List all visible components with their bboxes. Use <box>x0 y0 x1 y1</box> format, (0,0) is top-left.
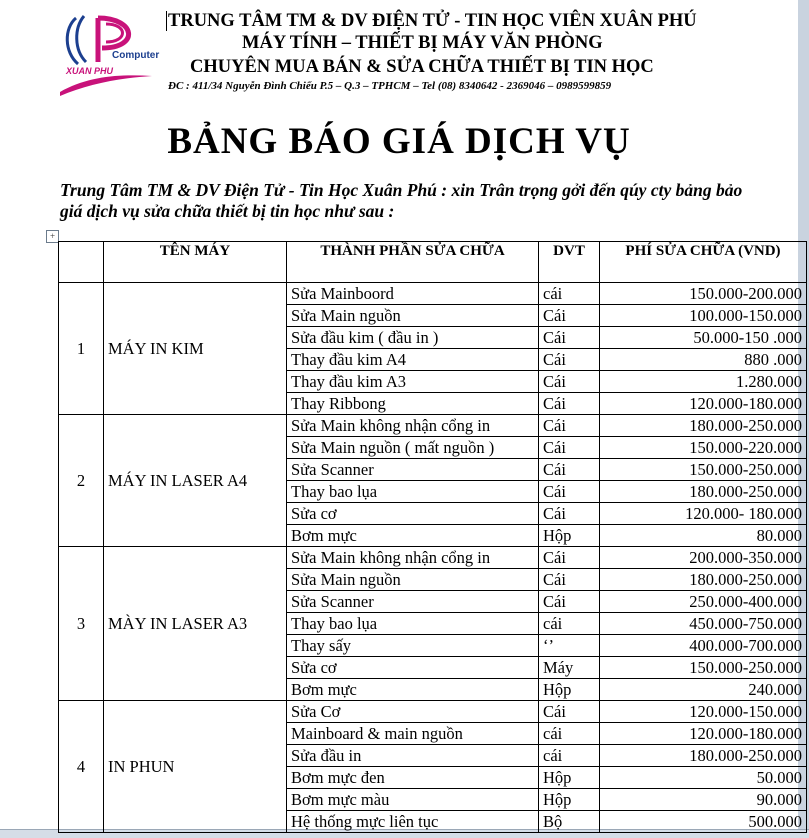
unit: Cái <box>539 415 600 437</box>
price: 80.000 <box>600 525 807 547</box>
table-row <box>59 415 807 437</box>
unit: Cái <box>539 569 600 591</box>
price: 180.000-250.000 <box>600 745 807 767</box>
header-address: ĐC : 411/34 Nguyễn Đình Chiểu P.5 – Q.3 – TPHCM – Tel (08) 8340642 - 2369046 – 0989599859 <box>168 80 612 92</box>
unit: Cái <box>539 371 600 393</box>
price: 180.000-250.000 <box>600 415 807 437</box>
repair-part: Thay bao lụa <box>287 481 539 503</box>
unit: Cái <box>539 305 600 327</box>
unit: Cái <box>539 481 600 503</box>
price: 880 .000 <box>600 349 807 371</box>
header-repair-part: THÀNH PHẦN SỬA CHỮA <box>287 242 539 283</box>
repair-part: Sửa Main nguồn <box>287 305 539 327</box>
unit: ‘’ <box>539 635 600 657</box>
price: 150.000-250.000 <box>600 459 807 481</box>
repair-part: Thay Ribbong <box>287 393 539 415</box>
header-line-3: CHUYÊN MUA BÁN & SỬA CHỮA THIẾT BỊ TIN HỌC <box>190 57 654 77</box>
repair-part: Thay đầu kim A3 <box>287 371 539 393</box>
table-move-handle[interactable]: + <box>46 230 59 243</box>
repair-part: Hệ thống mực liên tục <box>287 811 539 833</box>
unit: cái <box>539 745 600 767</box>
unit: Hộp <box>539 767 600 789</box>
repair-part: Sửa Scanner <box>287 591 539 613</box>
repair-part: Sửa Mainboord <box>287 283 539 305</box>
header-stt <box>59 242 104 283</box>
price: 150.000-200.000 <box>600 283 807 305</box>
svg-text:XUAN PHU: XUAN PHU <box>66 66 114 76</box>
repair-part: Sửa Scanner <box>287 459 539 481</box>
unit: Cái <box>539 393 600 415</box>
repair-part: Sửa cơ <box>287 657 539 679</box>
unit: Cái <box>539 701 600 723</box>
unit: Hộp <box>539 679 600 701</box>
price-table <box>58 241 807 833</box>
table-row <box>59 701 807 723</box>
device-name: MÁY IN LASER A4 <box>104 415 287 547</box>
price: 240.000 <box>600 679 807 701</box>
repair-part: Sửa Main nguồn ( mất nguồn ) <box>287 437 539 459</box>
repair-part: Thay sấy <box>287 635 539 657</box>
header-device-name: TÊN MÁY <box>104 242 287 283</box>
header-price: PHÍ SỬA CHỮA (VND) <box>600 242 807 283</box>
group-number: 2 <box>59 415 104 547</box>
repair-part: Mainboard & main nguồn <box>287 723 539 745</box>
header-line-1: TRUNG TÂM TM & DV ĐIỆN TỬ - TIN HỌC VIÊN XUÂN PHÚ <box>168 11 697 31</box>
repair-part: Sửa Main không nhận cổng in <box>287 547 539 569</box>
repair-part: Sửa đầu kim ( đầu in ) <box>287 327 539 349</box>
repair-part: Sửa Main không nhận cổng in <box>287 415 539 437</box>
intro-text: Trung Tâm TM & DV Điện Tử - Tin Học Xuân Phú : xin Trân trọng gởi đến qúy cty bảng bảo giá dịch vụ sửa chữa thiết bị tin học như sau : <box>60 180 743 221</box>
svg-text:Computer: Computer <box>112 50 160 61</box>
price: 90.000 <box>600 789 807 811</box>
repair-part: Bơm mực <box>287 525 539 547</box>
price: 120.000-180.000 <box>600 393 807 415</box>
unit: Cái <box>539 547 600 569</box>
unit: Cái <box>539 327 600 349</box>
repair-part: Sửa đầu in <box>287 745 539 767</box>
price: 120.000-180.000 <box>600 723 807 745</box>
repair-part: Sửa Cơ <box>287 701 539 723</box>
group-number: 1 <box>59 283 104 415</box>
group-number: 3 <box>59 547 104 701</box>
header-line-2: MÁY TÍNH – THIẾT BỊ MÁY VĂN PHÒNG <box>242 33 603 53</box>
repair-part: Bơm mực màu <box>287 789 539 811</box>
price: 120.000- 180.000 <box>600 503 807 525</box>
page-title: BẢNG BÁO GIÁ DỊCH VỤ <box>167 121 631 162</box>
device-name: IN PHUN <box>104 701 287 833</box>
price: 200.000-350.000 <box>600 547 807 569</box>
group-number: 4 <box>59 701 104 833</box>
unit: Bộ <box>539 811 600 833</box>
header-unit: DVT <box>539 242 600 283</box>
unit: cái <box>539 613 600 635</box>
price: 1.280.000 <box>600 371 807 393</box>
device-name: MÀY IN LASER A3 <box>104 547 287 701</box>
price: 150.000-220.000 <box>600 437 807 459</box>
text-cursor <box>166 11 167 31</box>
unit: Hộp <box>539 525 600 547</box>
price: 450.000-750.000 <box>600 613 807 635</box>
repair-part: Sửa cơ <box>287 503 539 525</box>
unit: Cái <box>539 459 600 481</box>
table-row <box>59 547 807 569</box>
unit: Cái <box>539 503 600 525</box>
repair-part: Bơm mực đen <box>287 767 539 789</box>
price: 150.000-250.000 <box>600 657 807 679</box>
unit: Cái <box>539 437 600 459</box>
repair-part: Thay đầu kim A4 <box>287 349 539 371</box>
unit: cái <box>539 723 600 745</box>
company-logo <box>58 14 160 96</box>
price: 400.000-700.000 <box>600 635 807 657</box>
unit: Cái <box>539 591 600 613</box>
price: 500.000 <box>600 811 807 833</box>
price: 50.000-150 .000 <box>600 327 807 349</box>
price: 50.000 <box>600 767 807 789</box>
unit: Cái <box>539 349 600 371</box>
unit: Hộp <box>539 789 600 811</box>
price: 100.000-150.000 <box>600 305 807 327</box>
repair-part: Sửa Main nguồn <box>287 569 539 591</box>
price: 180.000-250.000 <box>600 481 807 503</box>
unit: Máy <box>539 657 600 679</box>
repair-part: Bơm mực <box>287 679 539 701</box>
device-name: MÁY IN KIM <box>104 283 287 415</box>
price: 180.000-250.000 <box>600 569 807 591</box>
price: 250.000-400.000 <box>600 591 807 613</box>
unit: cái <box>539 283 600 305</box>
price: 120.000-150.000 <box>600 701 807 723</box>
repair-part: Thay bao lụa <box>287 613 539 635</box>
table-header-row <box>59 242 807 283</box>
table-row <box>59 283 807 305</box>
